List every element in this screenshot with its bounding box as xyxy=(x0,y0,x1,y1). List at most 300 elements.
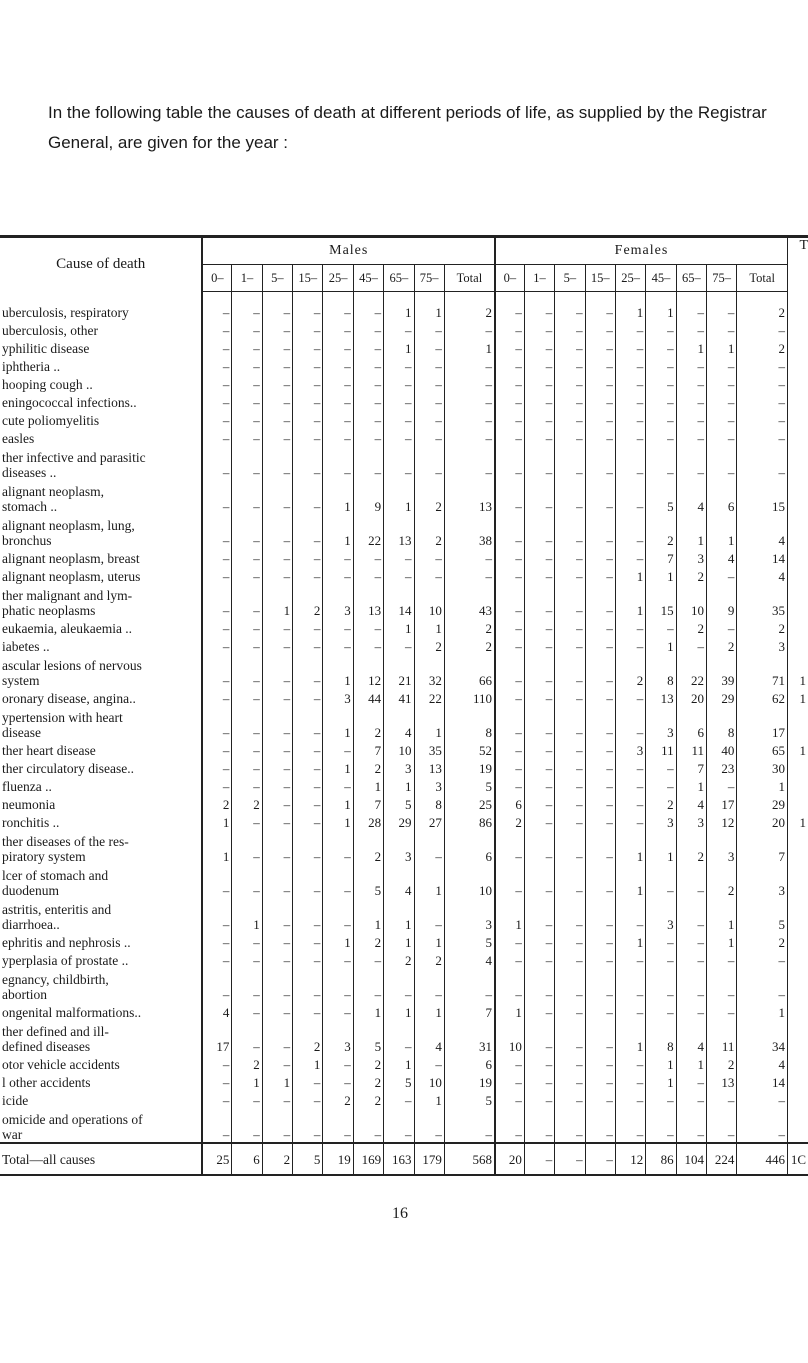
females-value: 11 xyxy=(676,740,706,758)
females-value: 6 xyxy=(707,480,737,514)
males-value: – xyxy=(384,392,414,410)
females-age-header: 65– xyxy=(676,265,706,292)
females-value: 1 xyxy=(495,898,524,932)
males-value: – xyxy=(293,410,323,428)
females-value: 1 xyxy=(646,302,676,320)
males-value: – xyxy=(323,830,353,864)
males-value: – xyxy=(384,1108,414,1143)
cause-label-line: duodenum xyxy=(2,883,59,898)
cause-cell xyxy=(0,898,202,932)
females-value: – xyxy=(676,446,706,480)
females-value: 40 xyxy=(707,740,737,758)
males-value: – xyxy=(293,356,323,374)
males-value: – xyxy=(414,968,444,1002)
males-value: – xyxy=(202,864,231,898)
males-value: 1 xyxy=(323,514,353,548)
males-value: – xyxy=(323,548,353,566)
females-value: – xyxy=(585,1020,615,1054)
males-value: – xyxy=(232,950,262,968)
females-value: – xyxy=(585,740,615,758)
females-value: – xyxy=(555,446,585,480)
truncated-edge-value xyxy=(788,706,808,740)
females-value: – xyxy=(737,446,788,480)
females-value: – xyxy=(676,374,706,392)
females-value: – xyxy=(707,1002,737,1020)
males-value: 1 xyxy=(384,338,414,356)
table-row xyxy=(0,428,808,446)
males-age-header: 5– xyxy=(262,265,292,292)
males-value: – xyxy=(444,968,495,1002)
males-value: 2 xyxy=(384,950,414,968)
males-value: 2 xyxy=(414,480,444,514)
males-value: 1 xyxy=(384,1002,414,1020)
males-value: – xyxy=(202,1090,231,1108)
truncated-edge-value xyxy=(788,428,808,446)
intro-paragraph: In the following table the causes of death at different periods of life, as supplied by the Registrar General, are given for the year : xyxy=(48,103,767,152)
males-value: – xyxy=(202,758,231,776)
females-value: 1 xyxy=(707,338,737,356)
females-value: – xyxy=(524,812,554,830)
males-value: 19 xyxy=(444,758,495,776)
males-value: 5 xyxy=(444,776,495,794)
males-value: – xyxy=(232,968,262,1002)
males-value: 2 xyxy=(444,636,495,654)
females-value: – xyxy=(524,1002,554,1020)
cause-label-line: ther malignant and lym- xyxy=(2,588,133,603)
table-row xyxy=(0,1054,808,1072)
females-value: 6 xyxy=(676,706,706,740)
table-row xyxy=(0,898,808,932)
males-value: 1 xyxy=(414,932,444,950)
males-value: – xyxy=(202,740,231,758)
males-value: – xyxy=(293,548,323,566)
males-value: – xyxy=(444,410,495,428)
females-value: – xyxy=(646,338,676,356)
females-value: – xyxy=(615,548,645,566)
males-value: – xyxy=(262,950,292,968)
females-value: 7 xyxy=(737,830,788,864)
table-row xyxy=(0,1020,808,1054)
cause-cell xyxy=(0,776,202,794)
males-value: 5 xyxy=(353,864,383,898)
males-value: – xyxy=(293,480,323,514)
males-header: Males xyxy=(202,237,495,265)
cause-label-line: alignant neoplasm, lung, xyxy=(2,518,135,533)
females-value: – xyxy=(585,950,615,968)
males-value: 1 xyxy=(414,1002,444,1020)
females-value: – xyxy=(707,1108,737,1143)
females-value: 1 xyxy=(676,1054,706,1072)
males-value: 2 xyxy=(232,1054,262,1072)
females-total-value: 12 xyxy=(615,1143,645,1175)
females-value: – xyxy=(737,1108,788,1143)
females-value: – xyxy=(524,932,554,950)
males-value: – xyxy=(262,480,292,514)
females-value: – xyxy=(495,302,524,320)
males-value: – xyxy=(414,410,444,428)
females-value: – xyxy=(676,1072,706,1090)
females-value: – xyxy=(615,706,645,740)
females-value: – xyxy=(585,776,615,794)
males-age-header: 65– xyxy=(384,265,414,292)
males-value: – xyxy=(293,1108,323,1143)
females-value: – xyxy=(585,584,615,618)
males-value: 1 xyxy=(384,898,414,932)
cause-cell xyxy=(0,1054,202,1072)
cause-cell xyxy=(0,932,202,950)
males-value: 38 xyxy=(444,514,495,548)
females-value: – xyxy=(615,338,645,356)
males-value: – xyxy=(262,794,292,812)
females-value: – xyxy=(585,392,615,410)
females-value: – xyxy=(646,758,676,776)
females-value: – xyxy=(646,776,676,794)
cause-label-line: ther diseases of the res- xyxy=(2,834,129,849)
truncated-edge-value xyxy=(788,1054,808,1072)
females-value: – xyxy=(524,776,554,794)
males-value: – xyxy=(353,320,383,338)
females-value: – xyxy=(646,374,676,392)
females-value: – xyxy=(495,776,524,794)
females-value: – xyxy=(524,794,554,812)
cause-cell xyxy=(0,654,202,688)
truncated-edge-value xyxy=(788,932,808,950)
cause-cell xyxy=(0,446,202,480)
truncated-edge-value xyxy=(788,1090,808,1108)
females-value: – xyxy=(524,374,554,392)
females-age-header: 5– xyxy=(555,265,585,292)
males-value: – xyxy=(293,428,323,446)
females-value: – xyxy=(495,830,524,864)
females-value: – xyxy=(555,410,585,428)
females-value: – xyxy=(585,968,615,1002)
males-value: – xyxy=(232,636,262,654)
males-value: – xyxy=(232,1002,262,1020)
males-value: – xyxy=(202,566,231,584)
females-value: 1 xyxy=(737,1002,788,1020)
females-value: 1 xyxy=(646,1054,676,1072)
males-value: 2 xyxy=(293,584,323,618)
males-value: 1 xyxy=(202,812,231,830)
males-value: – xyxy=(202,898,231,932)
females-value: – xyxy=(524,654,554,688)
males-value: – xyxy=(262,548,292,566)
females-value: – xyxy=(524,584,554,618)
males-value: – xyxy=(323,320,353,338)
males-value: 110 xyxy=(444,688,495,706)
males-value: 22 xyxy=(353,514,383,548)
males-value: – xyxy=(323,898,353,932)
males-value: 1 xyxy=(414,706,444,740)
males-value: 1 xyxy=(323,812,353,830)
cause-label-line: otor vehicle accidents xyxy=(2,1057,120,1072)
males-value: 1 xyxy=(444,338,495,356)
males-value: – xyxy=(444,374,495,392)
males-value: – xyxy=(202,356,231,374)
females-value: – xyxy=(615,1072,645,1090)
cause-label-line: eukaemia, aleukaemia .. xyxy=(2,621,133,636)
males-value: 4 xyxy=(202,1002,231,1020)
truncated-edge-header: T xyxy=(788,237,808,292)
females-value: 4 xyxy=(676,794,706,812)
males-value: – xyxy=(293,794,323,812)
females-value: 20 xyxy=(737,812,788,830)
cause-cell xyxy=(0,410,202,428)
males-value: 2 xyxy=(232,794,262,812)
females-value: 4 xyxy=(676,1020,706,1054)
table-row xyxy=(0,1072,808,1090)
males-value: – xyxy=(202,654,231,688)
females-value: – xyxy=(585,688,615,706)
females-value: – xyxy=(707,410,737,428)
males-value: – xyxy=(353,636,383,654)
truncated-edge-value xyxy=(788,338,808,356)
females-value: – xyxy=(495,688,524,706)
females-value: 2 xyxy=(646,794,676,812)
males-value: 10 xyxy=(414,584,444,618)
females-value: 5 xyxy=(737,898,788,932)
table-row xyxy=(0,446,808,480)
males-value: 5 xyxy=(384,1072,414,1090)
females-value: – xyxy=(524,950,554,968)
males-value: 1 xyxy=(323,794,353,812)
males-value: 13 xyxy=(444,480,495,514)
males-value: – xyxy=(202,706,231,740)
truncated-edge-value xyxy=(788,392,808,410)
females-value: – xyxy=(555,566,585,584)
females-value: – xyxy=(737,392,788,410)
females-value: 30 xyxy=(737,758,788,776)
females-value: 2 xyxy=(737,302,788,320)
males-value: – xyxy=(293,864,323,898)
males-value: 44 xyxy=(353,688,383,706)
truncated-edge-value xyxy=(788,566,808,584)
females-value: – xyxy=(555,356,585,374)
males-total-value: 2 xyxy=(262,1143,292,1175)
males-value: – xyxy=(262,302,292,320)
table-row xyxy=(0,968,808,1002)
males-value: 29 xyxy=(384,812,414,830)
cause-label-line: eningococcal infections.. xyxy=(2,395,137,410)
males-value: – xyxy=(262,446,292,480)
females-value: – xyxy=(585,338,615,356)
truncated-edge-value xyxy=(788,636,808,654)
cause-label-line: yperplasia of prostate .. xyxy=(2,953,129,968)
males-value: – xyxy=(202,446,231,480)
females-value: 29 xyxy=(737,794,788,812)
males-value: – xyxy=(293,898,323,932)
females-value: – xyxy=(615,898,645,932)
females-value: – xyxy=(555,584,585,618)
males-value: 8 xyxy=(414,794,444,812)
males-value: – xyxy=(232,428,262,446)
males-value: 6 xyxy=(444,1054,495,1072)
females-value: – xyxy=(495,446,524,480)
males-value: 7 xyxy=(444,1002,495,1020)
females-value: 12 xyxy=(707,812,737,830)
females-value: 3 xyxy=(737,864,788,898)
males-value: – xyxy=(262,932,292,950)
males-value: – xyxy=(232,740,262,758)
females-value: – xyxy=(707,392,737,410)
males-value: – xyxy=(202,1108,231,1143)
females-value: – xyxy=(495,514,524,548)
males-value: 3 xyxy=(414,776,444,794)
females-value: 1 xyxy=(615,566,645,584)
males-value: 2 xyxy=(353,1072,383,1090)
table-row xyxy=(0,794,808,812)
females-value: – xyxy=(707,1090,737,1108)
cause-label-line: ther defined and ill- xyxy=(2,1024,109,1039)
males-value: 19 xyxy=(444,1072,495,1090)
cause-label-line: ephritis and nephrosis .. xyxy=(2,935,131,950)
males-value: – xyxy=(232,932,262,950)
males-value: – xyxy=(384,356,414,374)
males-value: – xyxy=(293,968,323,1002)
males-value: – xyxy=(293,1002,323,1020)
females-value: – xyxy=(555,428,585,446)
males-value: 10 xyxy=(384,740,414,758)
females-value: – xyxy=(585,1072,615,1090)
truncated-edge-value xyxy=(788,374,808,392)
males-value: 2 xyxy=(353,706,383,740)
females-value: – xyxy=(615,320,645,338)
cause-label-line: astritis, enteritis and xyxy=(2,902,112,917)
females-age-header: 15– xyxy=(585,265,615,292)
females-value: – xyxy=(495,1090,524,1108)
males-value: – xyxy=(444,566,495,584)
males-value: – xyxy=(293,1090,323,1108)
females-value: 1 xyxy=(707,898,737,932)
females-value: – xyxy=(495,548,524,566)
males-value: – xyxy=(323,566,353,584)
males-value: – xyxy=(293,776,323,794)
males-value: – xyxy=(353,356,383,374)
females-value: 4 xyxy=(737,566,788,584)
cause-cell xyxy=(0,1090,202,1108)
males-value: – xyxy=(202,428,231,446)
females-value: – xyxy=(555,794,585,812)
males-value: 6 xyxy=(444,830,495,864)
females-value: – xyxy=(555,302,585,320)
cause-cell xyxy=(0,688,202,706)
females-value: – xyxy=(676,302,706,320)
females-value: – xyxy=(585,374,615,392)
males-value: 2 xyxy=(353,830,383,864)
females-value: – xyxy=(555,320,585,338)
females-value: – xyxy=(585,636,615,654)
males-value: – xyxy=(414,392,444,410)
females-value: 39 xyxy=(707,654,737,688)
truncated-edge-value xyxy=(788,830,808,864)
truncated-edge-value xyxy=(788,356,808,374)
females-value: – xyxy=(495,356,524,374)
males-value: 14 xyxy=(384,584,414,618)
males-value: – xyxy=(293,618,323,636)
page-number: 16 xyxy=(392,1205,408,1222)
truncated-edge-value xyxy=(788,1020,808,1054)
males-value: 10 xyxy=(444,864,495,898)
females-total-value: 20 xyxy=(495,1143,524,1175)
cause-label-line: ther heart disease xyxy=(2,743,96,758)
table-row xyxy=(0,776,808,794)
males-value: – xyxy=(202,338,231,356)
males-value: 2 xyxy=(323,1090,353,1108)
males-value: – xyxy=(293,320,323,338)
females-value: – xyxy=(585,830,615,864)
females-value: – xyxy=(737,320,788,338)
truncated-edge-value xyxy=(788,446,808,480)
females-value: – xyxy=(585,812,615,830)
males-value: – xyxy=(202,374,231,392)
males-value: 2 xyxy=(414,636,444,654)
females-value: – xyxy=(555,1072,585,1090)
females-value: – xyxy=(676,410,706,428)
males-value: – xyxy=(262,392,292,410)
table-row xyxy=(0,584,808,618)
males-value: – xyxy=(323,776,353,794)
table-row xyxy=(0,392,808,410)
males-value: – xyxy=(232,514,262,548)
females-value: – xyxy=(524,636,554,654)
table-row xyxy=(0,706,808,740)
males-value: 1 xyxy=(353,898,383,932)
females-value: 1 xyxy=(615,864,645,898)
females-value: 10 xyxy=(676,584,706,618)
males-value: – xyxy=(262,864,292,898)
females-value: – xyxy=(495,654,524,688)
males-value: 2 xyxy=(353,758,383,776)
females-value: 3 xyxy=(707,830,737,864)
females-value: – xyxy=(615,446,645,480)
males-value: – xyxy=(262,688,292,706)
males-value: 31 xyxy=(444,1020,495,1054)
females-value: 2 xyxy=(707,864,737,898)
females-value: – xyxy=(615,812,645,830)
table-row xyxy=(0,1090,808,1108)
females-value: – xyxy=(524,338,554,356)
females-value: – xyxy=(646,320,676,338)
females-value: – xyxy=(524,830,554,864)
cause-label-line: defined diseases xyxy=(2,1039,91,1054)
males-value: 28 xyxy=(353,812,383,830)
males-value: 25 xyxy=(444,794,495,812)
cause-column-header: Cause of death xyxy=(0,237,202,292)
males-value: 2 xyxy=(353,1090,383,1108)
females-value: – xyxy=(615,1002,645,1020)
females-value: – xyxy=(585,932,615,950)
cause-label-line: diarrhoea.. xyxy=(2,917,60,932)
males-value: – xyxy=(262,618,292,636)
females-value: 1 xyxy=(646,566,676,584)
males-value: 22 xyxy=(414,688,444,706)
females-age-header: Total xyxy=(737,265,788,292)
females-value: – xyxy=(646,410,676,428)
males-value: – xyxy=(232,392,262,410)
males-total-value: 179 xyxy=(414,1143,444,1175)
females-value: – xyxy=(707,566,737,584)
females-value: – xyxy=(585,566,615,584)
females-value: 2 xyxy=(737,618,788,636)
males-value: 2 xyxy=(293,1020,323,1054)
males-value: – xyxy=(232,618,262,636)
cause-label-line: hooping cough .. xyxy=(2,377,93,392)
females-value: – xyxy=(585,1054,615,1072)
males-value: – xyxy=(232,446,262,480)
table-row xyxy=(0,758,808,776)
truncated-edge-value xyxy=(788,794,808,812)
males-value: – xyxy=(293,302,323,320)
